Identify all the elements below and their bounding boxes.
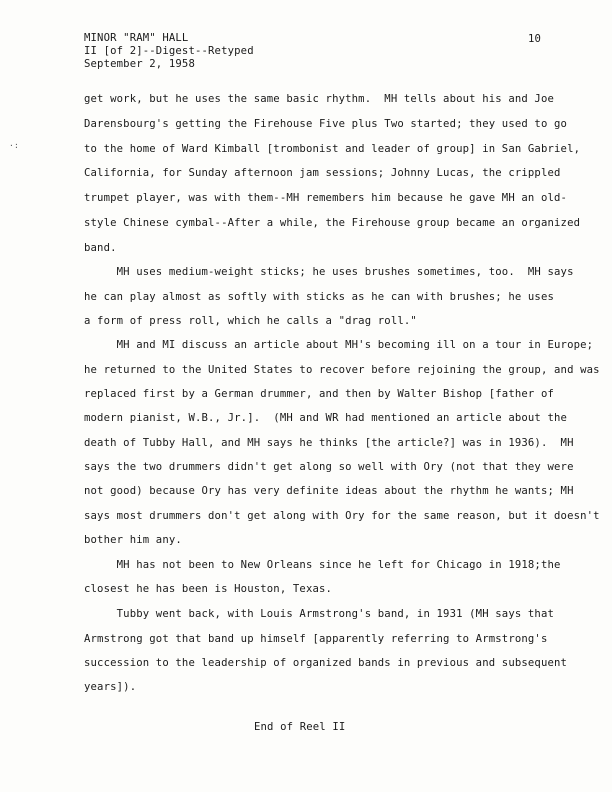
end-of-reel-note: End of Reel II: [254, 721, 346, 733]
text-line: he returned to the United States to recover before rejoining the group, and was: [84, 364, 600, 376]
text-line: band.: [84, 242, 117, 254]
text-line: California, for Sunday afternoon jam sessions; Johnny Lucas, the crippled: [84, 167, 561, 179]
page-number: 10: [528, 33, 542, 45]
text-line: death of Tubby Hall, and MH says he thinks [the article?] was in 1936). MH: [84, 437, 574, 449]
text-line: style Chinese cymbal--After a while, the Firehouse group became an organized: [84, 217, 581, 229]
text-line: a form of press roll, which he calls a "drag roll.": [84, 315, 417, 327]
text-line: replaced first by a German drummer, and then by Walter Bishop [father of: [84, 388, 555, 400]
text-line: MH has not been to New Orleans since he left for Chicago in 1918;the: [84, 559, 561, 571]
document-header: [84, 32, 254, 71]
text-line: to the home of Ward Kimball [trombonist and leader of group] in San Gabriel,: [84, 143, 581, 155]
header-date: September 2, 1958: [84, 58, 195, 70]
text-line: trumpet player, was with them--MH remembers him because he gave MH an old-: [84, 192, 568, 204]
text-line: Darensbourg's getting the Firehouse Five plus Two started; they used to go: [84, 118, 568, 130]
text-line: get work, but he uses the same basic rhythm. MH tells about his and Joe: [84, 93, 555, 105]
margin-mark: ·:: [9, 141, 19, 150]
text-line: Armstrong got that band up himself [apparently referring to Armstrong's: [84, 633, 548, 645]
header-title: MINOR "RAM" HALL: [84, 32, 189, 44]
text-line: years]).: [84, 681, 137, 693]
text-line: bother him any.: [84, 534, 182, 546]
header-reel-info: II [of 2]--Digest--Retyped: [84, 45, 254, 57]
text-line: modern pianist, W.B., Jr.]. (MH and WR had mentioned an article about the: [84, 412, 568, 424]
text-line: says most drummers don't get along with Ory for the same reason, but it doesn't: [84, 510, 600, 522]
text-line: he can play almost as softly with sticks as he can with brushes; he uses: [84, 291, 555, 303]
text-line: closest he has been is Houston, Texas.: [84, 583, 333, 595]
text-line: MH and MI discuss an article about MH's becoming ill on a tour in Europe;: [84, 339, 594, 351]
text-line: MH uses medium-weight sticks; he uses brushes sometimes, too. MH says: [84, 266, 574, 278]
text-line: Tubby went back, with Louis Armstrong's band, in 1931 (MH says that: [84, 608, 555, 620]
text-line: not good) because Ory has very definite ideas about the rhythm he wants; MH: [84, 485, 574, 497]
text-line: says the two drummers didn't get along so well with Ory (not that they were: [84, 461, 574, 473]
text-line: succession to the leadership of organized bands in previous and subsequent: [84, 657, 568, 669]
